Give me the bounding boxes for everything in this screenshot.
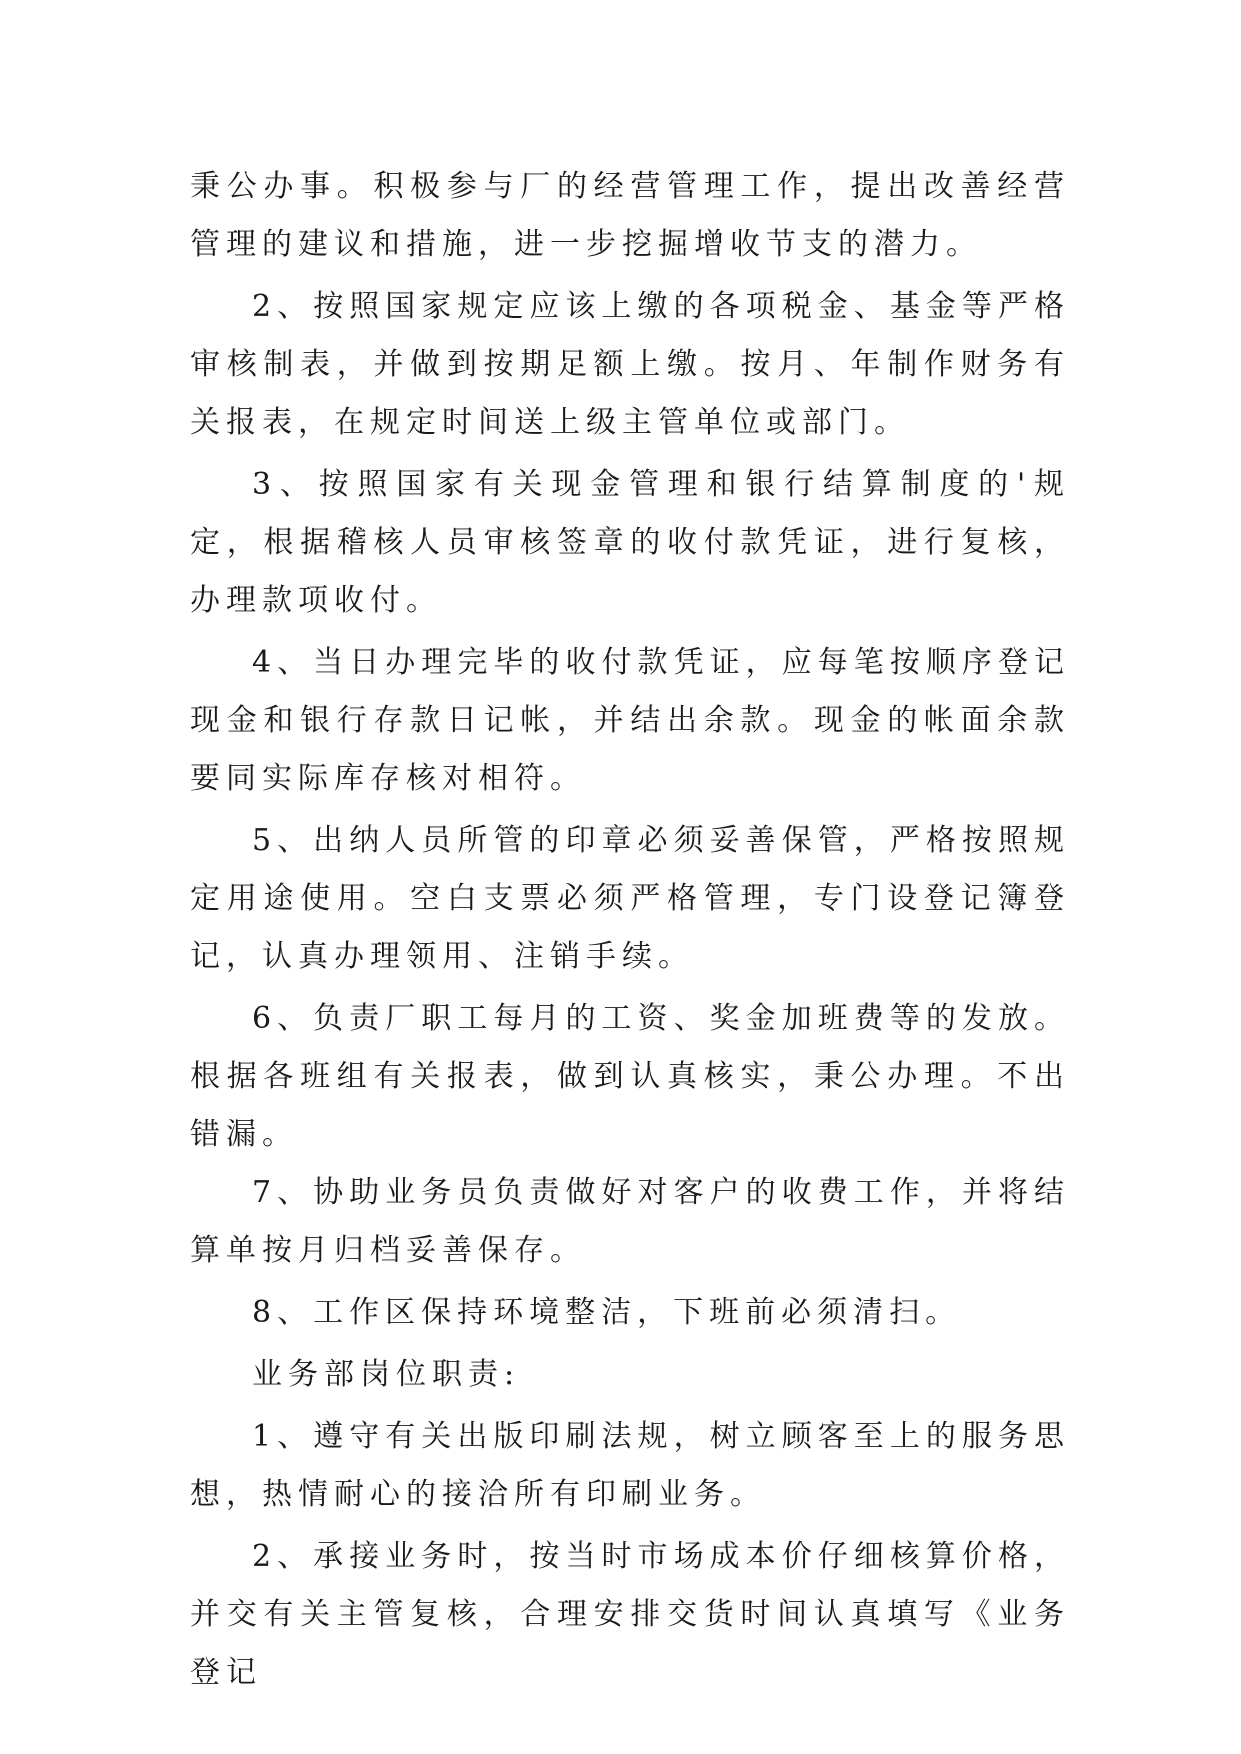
paragraph-continuation: 秉公办事。积极参与厂的经营管理工作，提出改善经营管理的建议和措施，进一步挖掘增收节支的潜力。 [190, 169, 1070, 262]
paragraph-business-1: 1、遵守有关出版印刷法规，树立顾客至上的服务思想，热情耐心的接洽所有印刷业务。 [190, 1419, 1070, 1512]
paragraph-item-7: 7、协助业务员负责做好对客户的收费工作，并将结算单按月归档妥善保存。 [190, 1175, 1070, 1268]
document-body [190, 158, 1070, 1702]
paragraph-item-8: 8、工作区保持环境整洁，下班前必须清扫。 [252, 1295, 962, 1330]
paragraph-item-2: 2、按照国家规定应该上缴的各项税金、基金等严格审核制表，并做到按期足额上缴。按月、年制作财务有关报表，在规定时间送上级主管单位或部门。 [190, 289, 1070, 440]
section-heading: 业务部岗位职责: [252, 1357, 521, 1392]
paragraph-item-3: 3、按照国家有关现金管理和银行结算制度的'规定，根据稽核人员审核签章的收付款凭证，进行复核，办理款项收付。 [190, 467, 1070, 618]
paragraph-item-5: 5、出纳人员所管的印章必须妥善保管，严格按照规定用途使用。空白支票必须严格管理，专门设登记簿登记，认真办理领用、注销手续。 [190, 823, 1070, 974]
paragraph-item-6: 6、负责厂职工每月的工资、奖金加班费等的发放。根据各班组有关报表，做到认真核实，秉公办理。不出错漏。 [190, 1001, 1070, 1152]
paragraph-item-4: 4、当日办理完毕的收付款凭证，应每笔按顺序登记现金和银行存款日记帐，并结出余款。现金的帐面余款要同实际库存核对相符。 [190, 645, 1070, 796]
paragraph-business-2: 2、承接业务时，按当时市场成本价仔细核算价格，并交有关主管复核，合理安排交货时间认真填写《业务登记 [190, 1539, 1070, 1690]
